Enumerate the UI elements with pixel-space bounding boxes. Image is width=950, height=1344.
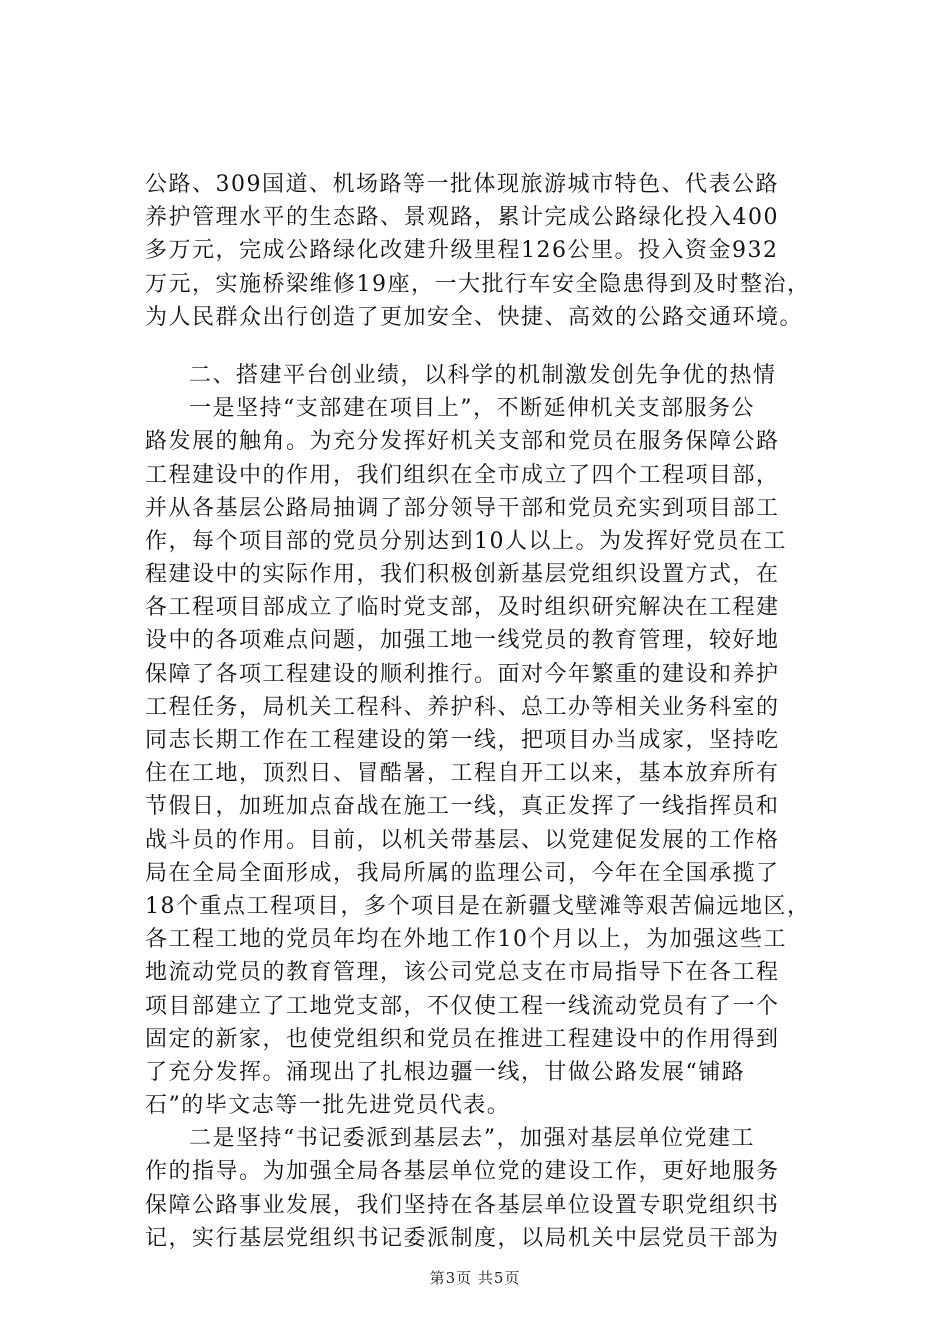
text-line: 保障公路事业发展，我们坚持在各基层单位设置专职党组织书 [145,1192,780,1218]
text-line: 节假日，加班加点奋战在施工一线，真正发挥了一线指挥员和 [145,794,780,820]
text-line: 石”的毕文志等一批先进党员代表。 [145,1093,511,1119]
section-heading [145,359,835,392]
text-line: 固定的新家，也使党组织和党员在推进工程建设中的作用得到 [145,1026,780,1052]
text-line: 万元，实施桥梁维修19座，一大批行车安全隐患得到及时整治， [145,271,811,297]
text-line: 局在全局全面形成，我局所属的监理公司，今年在全国承揽了 [145,860,780,886]
text-line: 养护管理水平的生态路、景观路，累计完成公路绿化投入400 [145,205,779,231]
text-line: 公路、309国道、机场路等一批体现旅游城市特色、代表公路 [145,172,779,197]
text-line: 18个重点工程项目，多个项目是在新疆戈壁滩等艰苦偏远地区， [145,893,811,919]
paragraph-3 [145,1122,835,1255]
text-line: 程建设中的实际作用，我们积极创新基层党组织设置方式，在 [145,562,780,588]
text-line: 地流动党员的教育管理，该公司党总支在市局指导下在各工程 [145,960,780,986]
text-line: 作，每个项目部的党员分别达到10人以上。为发挥好党员在工 [145,528,787,554]
text-line: 战斗员的作用。目前，以机关带基层、以党建促发展的工作格 [145,827,780,853]
text-line: 并从各基层公路局抽调了部分领导干部和党员充实到项目部工 [145,495,780,521]
text-line: 为人民群众出行创造了更加安全、快捷、高效的公路交通环境。 [145,304,804,330]
paragraph-1 [145,168,835,334]
text-line: 工程建设中的作用，我们组织在全市成立了四个工程项目部， [145,462,780,488]
page-number: 第3页 共5页 [429,1269,521,1287]
text-line: 二是坚持“书记委派到基层去”，加强对基层单位党建工 [189,1126,755,1152]
text-line: 住在工地，顶烈日、冒酷暑，工程自开工以来，基本放弃所有 [145,761,780,787]
text-line: 各工程项目部成立了临时党支部，及时组织研究解决在工程建 [145,595,780,621]
text-line: 工程任务，局机关工程科、养护科、总工办等相关业务科室的 [145,694,780,720]
paragraph-gap [145,334,835,359]
text-line: 各工程工地的党员年均在外地工作10个月以上，为加强这些工 [145,927,787,953]
text-line: 设中的各项难点问题，加强工地一线党员的教育管理，较好地 [145,628,780,654]
text-line: 多万元，完成公路绿化改建升级里程126公里。投入资金932 [145,238,779,264]
text-line: 保障了各项工程建设的顺利推行。面对今年繁重的建设和养护 [145,661,780,687]
paragraph-2 [145,392,835,1122]
text-line: 作的指导。为加强全局各基层单位党的建设工作，更好地服务 [145,1159,780,1185]
text-line: 记，实行基层党组织书记委派制度，以局机关中层党员干部为 [145,1225,780,1251]
text-line: 项目部建立了工地党支部，不仅使工程一线流动党员有了一个 [145,993,780,1019]
text-line: 了充分发挥。涌现出了扎根边疆一线，甘做公路发展“铺路 [145,1059,746,1085]
text-line: 路发展的触角。为充分发挥好机关支部和党员在服务保障公路 [145,429,780,455]
document-body [145,168,835,1255]
text-line: 同志长期工作在工程建设的第一线，把项目办当成家，坚持吃 [145,728,780,753]
section-heading-text: 二、搭建平台创业绩，以科学的机制激发创先争优的热情 [189,362,777,388]
text-line: 一是坚持“支部建在项目上”，不断延伸机关支部服务公 [189,396,755,422]
